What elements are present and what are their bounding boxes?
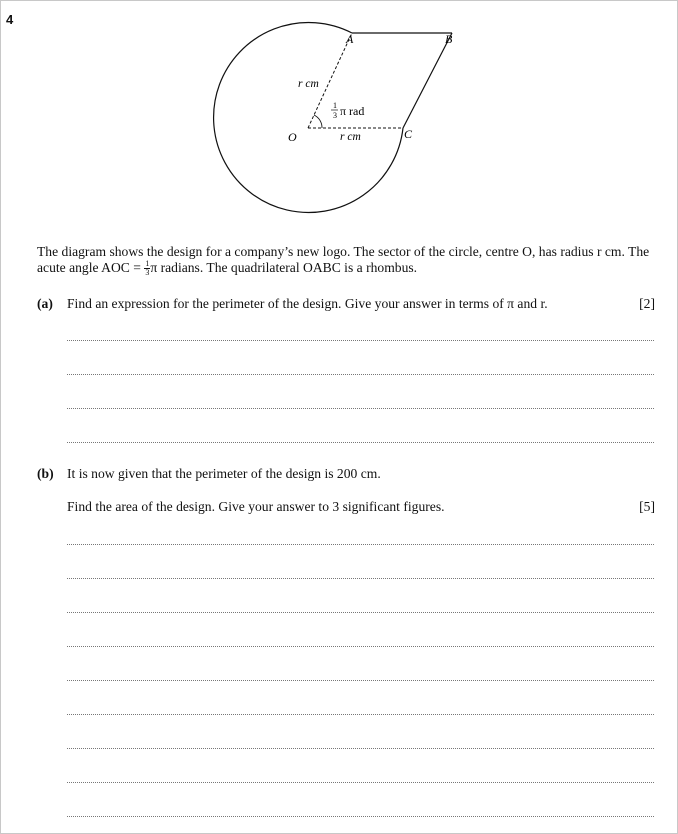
intro-sentence-1: The diagram shows the design for a company’s new logo. The sector of the circle, centre O, has radius r cm. The acute angle AOC =	[37, 244, 650, 275]
side-bc	[403, 33, 452, 128]
label-o: O	[288, 130, 297, 144]
answer-line-a1[interactable]	[67, 340, 654, 341]
answer-line-b7[interactable]	[67, 748, 654, 749]
label-b: B	[445, 32, 453, 46]
angle-suffix: π rad	[340, 104, 365, 118]
answer-line-b8[interactable]	[67, 782, 654, 783]
part-b-text-1: It is now given that the perimeter of the design is 200 cm.	[67, 466, 381, 481]
intro-fraction-den: 3	[145, 268, 150, 278]
label-c: C	[404, 127, 413, 141]
answer-line-b9[interactable]	[67, 816, 654, 817]
label-r-lower: r cm	[340, 131, 361, 143]
part-b-marks: [5]	[639, 499, 655, 514]
answer-line-b2[interactable]	[67, 578, 654, 579]
answer-line-b1[interactable]	[67, 544, 654, 545]
intro-paragraph	[37, 244, 662, 277]
question-number: 4	[6, 12, 14, 27]
intro-sentence-2: π radians. The quadrilateral OABC is a rhombus.	[150, 260, 418, 275]
angle-den: 3	[333, 111, 337, 120]
part-b-label: (b)	[37, 466, 54, 481]
intro-fraction-num: 1	[145, 259, 150, 269]
label-r-upper: r cm	[298, 78, 319, 90]
part-b-text-2: Find the area of the design. Give your answer to 3 significant figures.	[67, 499, 445, 514]
logo-diagram	[0, 0, 678, 240]
answer-line-b5[interactable]	[67, 680, 654, 681]
part-a-text: Find an expression for the perimeter of the design. Give your answer in terms of π and r.	[67, 296, 548, 311]
part-a-label: (a)	[37, 296, 53, 311]
label-a: A	[346, 32, 354, 46]
answer-line-a2[interactable]	[67, 374, 654, 375]
answer-line-b3[interactable]	[67, 612, 654, 613]
answer-line-a4[interactable]	[67, 442, 654, 443]
part-a-marks: [2]	[639, 296, 655, 311]
answer-line-a3[interactable]	[67, 408, 654, 409]
answer-line-b4[interactable]	[67, 646, 654, 647]
angle-arc	[314, 115, 322, 128]
angle-num: 1	[333, 101, 337, 110]
sector-arc	[214, 22, 403, 212]
answer-line-b6[interactable]	[67, 714, 654, 715]
